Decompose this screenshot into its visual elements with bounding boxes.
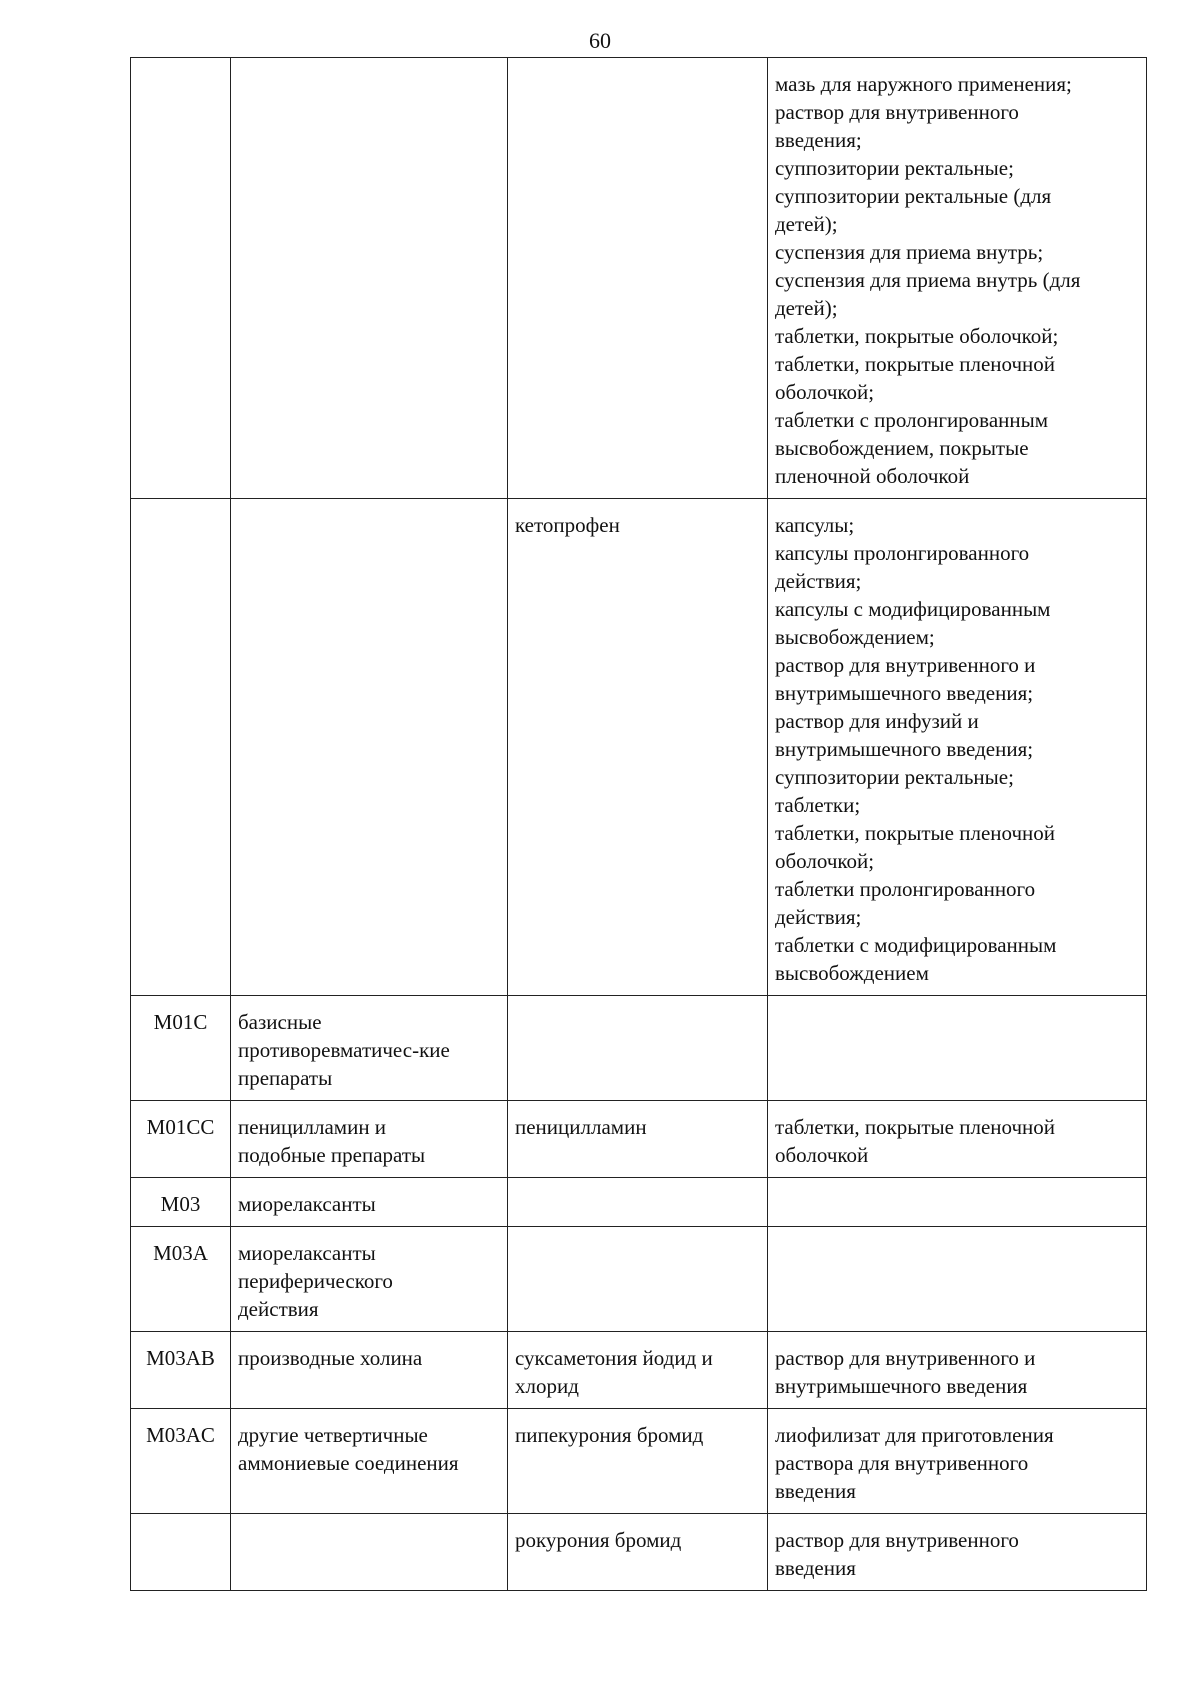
table-body bbox=[131, 58, 1147, 1591]
group-cell bbox=[231, 1332, 508, 1409]
group-cell-line: миорелаксанты bbox=[238, 1192, 376, 1216]
dosage-form-cell bbox=[768, 1514, 1147, 1591]
dosage-form-cell-line: суспензия для приема внутрь (для bbox=[775, 268, 1081, 292]
atc-code-cell: M03AB bbox=[131, 1332, 231, 1409]
dosage-form-cell-line: мазь для наружного применения; bbox=[775, 72, 1072, 96]
group-cell-line: подобные препараты bbox=[238, 1143, 426, 1167]
dosage-form-cell-line: действия; bbox=[775, 569, 862, 593]
dosage-form-cell-line: раствор для внутривенного и bbox=[775, 653, 1036, 677]
drug-name-cell-line: пеницилламин bbox=[515, 1115, 647, 1139]
dosage-form-cell-line: таблетки, покрытые оболочкой; bbox=[775, 324, 1059, 348]
dosage-form-cell bbox=[768, 58, 1147, 499]
dosage-form-cell-line: введения bbox=[775, 1556, 856, 1580]
group-cell bbox=[231, 1409, 508, 1514]
table-row bbox=[131, 1332, 1147, 1409]
dosage-form-cell-line: суппозитории ректальные; bbox=[775, 765, 1014, 789]
dosage-form-cell-line: таблетки, покрытые пленочной bbox=[775, 821, 1056, 845]
drug-name-cell-line: пипекурония бромид bbox=[515, 1423, 704, 1447]
dosage-form-cell-line: высвобождением; bbox=[775, 625, 935, 649]
dosage-form-cell-line: действия; bbox=[775, 905, 862, 929]
dosage-form-cell-line: капсулы пролонгированного bbox=[775, 541, 1030, 565]
table-row bbox=[131, 996, 1147, 1101]
drug-name-cell bbox=[508, 1227, 768, 1332]
dosage-form-cell-line: суппозитории ректальные (для bbox=[775, 184, 1052, 208]
group-cell-line: миорелаксанты bbox=[238, 1241, 376, 1265]
dosage-form-cell-line: суппозитории ректальные; bbox=[775, 156, 1014, 180]
atc-code-cell bbox=[131, 1514, 231, 1591]
group-cell-line: производные холина bbox=[238, 1346, 423, 1370]
drug-name-cell-line: кетопрофен bbox=[515, 513, 620, 537]
group-cell bbox=[231, 996, 508, 1101]
dosage-form-cell-line: детей); bbox=[775, 212, 838, 236]
dosage-form-cell bbox=[768, 499, 1147, 996]
group-cell bbox=[231, 58, 508, 499]
table-row bbox=[131, 1514, 1147, 1591]
dosage-form-cell bbox=[768, 996, 1147, 1101]
atc-code-cell: M01C bbox=[131, 996, 231, 1101]
dosage-form-cell-line: таблетки; bbox=[775, 793, 861, 817]
dosage-form-cell-line: введения; bbox=[775, 128, 862, 152]
group-cell-line: действия bbox=[238, 1297, 319, 1321]
drug-name-cell bbox=[508, 499, 768, 996]
dosage-form-cell bbox=[768, 1227, 1147, 1332]
drug-name-cell-line: хлорид bbox=[515, 1374, 579, 1398]
drug-name-cell bbox=[508, 58, 768, 499]
dosage-form-cell bbox=[768, 1178, 1147, 1227]
atc-code-cell bbox=[131, 58, 231, 499]
dosage-form-cell-line: внутримышечного введения bbox=[775, 1374, 1028, 1398]
dosage-form-cell-line: раствор для внутривенного bbox=[775, 1528, 1019, 1552]
dosage-form-cell-line: таблетки с пролонгированным bbox=[775, 408, 1049, 432]
table-row bbox=[131, 499, 1147, 996]
dosage-form-cell-line: раствор для внутривенного и bbox=[775, 1346, 1036, 1370]
dosage-form-cell bbox=[768, 1101, 1147, 1178]
group-cell bbox=[231, 1227, 508, 1332]
group-cell-line: пеницилламин и bbox=[238, 1115, 387, 1139]
table-row bbox=[131, 1409, 1147, 1514]
drug-name-cell bbox=[508, 1101, 768, 1178]
table-row bbox=[131, 1178, 1147, 1227]
dosage-form-cell-line: раствора для внутривенного bbox=[775, 1451, 1029, 1475]
group-cell-line: базисные bbox=[238, 1010, 322, 1034]
dosage-form-cell-line: раствор для инфузий и bbox=[775, 709, 979, 733]
drug-name-cell bbox=[508, 996, 768, 1101]
dosage-form-cell-line: суспензия для приема внутрь; bbox=[775, 240, 1044, 264]
dosage-form-cell-line: оболочкой; bbox=[775, 849, 875, 873]
table-row bbox=[131, 1227, 1147, 1332]
drug-name-cell bbox=[508, 1514, 768, 1591]
dosage-form-cell-line: капсулы с модифицированным bbox=[775, 597, 1051, 621]
page-number: 60 bbox=[589, 28, 611, 53]
dosage-form-cell-line: высвобождением, покрытые bbox=[775, 436, 1029, 460]
dosage-form-cell-line: оболочкой bbox=[775, 1143, 869, 1167]
atc-code-cell: M03 bbox=[131, 1178, 231, 1227]
dosage-form-cell-line: таблетки пролонгированного bbox=[775, 877, 1036, 901]
table-row bbox=[131, 1101, 1147, 1178]
drug-table bbox=[130, 57, 1147, 1591]
atc-code-cell bbox=[131, 499, 231, 996]
dosage-form-cell-line: раствор для внутривенного bbox=[775, 100, 1019, 124]
group-cell-line: противоревматичес-кие bbox=[238, 1038, 450, 1062]
dosage-form-cell-line: лиофилизат для приготовления bbox=[775, 1423, 1054, 1447]
group-cell bbox=[231, 1178, 508, 1227]
dosage-form-cell-line: внутримышечного введения; bbox=[775, 737, 1034, 761]
dosage-form-cell-line: капсулы; bbox=[775, 513, 855, 537]
dosage-form-cell-line: таблетки с модифицированным bbox=[775, 933, 1057, 957]
group-cell bbox=[231, 499, 508, 996]
group-cell bbox=[231, 1514, 508, 1591]
dosage-form-cell bbox=[768, 1332, 1147, 1409]
dosage-form-cell-line: оболочкой; bbox=[775, 380, 875, 404]
group-cell bbox=[231, 1101, 508, 1178]
group-cell-line: аммониевые соединения bbox=[238, 1451, 459, 1475]
group-cell-line: периферического bbox=[238, 1269, 393, 1293]
dosage-form-cell-line: таблетки, покрытые пленочной bbox=[775, 352, 1056, 376]
dosage-form-cell-line: введения bbox=[775, 1479, 856, 1503]
drug-name-cell bbox=[508, 1178, 768, 1227]
drug-name-cell-line: рокурония бромид bbox=[515, 1528, 682, 1552]
atc-code-cell: M03AC bbox=[131, 1409, 231, 1514]
atc-code-cell: M03A bbox=[131, 1227, 231, 1332]
table-row bbox=[131, 58, 1147, 499]
group-cell-line: препараты bbox=[238, 1066, 333, 1090]
dosage-form-cell-line: таблетки, покрытые пленочной bbox=[775, 1115, 1056, 1139]
dosage-form-cell-line: детей); bbox=[775, 296, 838, 320]
atc-code-cell: M01CC bbox=[131, 1101, 231, 1178]
dosage-form-cell-line: пленочной оболочкой bbox=[775, 464, 970, 488]
drug-name-cell bbox=[508, 1409, 768, 1514]
group-cell-line: другие четвертичные bbox=[238, 1423, 428, 1447]
drug-name-cell-line: суксаметония йодид и bbox=[515, 1346, 713, 1370]
dosage-form-cell-line: высвобождением bbox=[775, 961, 929, 985]
drug-name-cell bbox=[508, 1332, 768, 1409]
dosage-form-cell-line: внутримышечного введения; bbox=[775, 681, 1034, 705]
dosage-form-cell bbox=[768, 1409, 1147, 1514]
